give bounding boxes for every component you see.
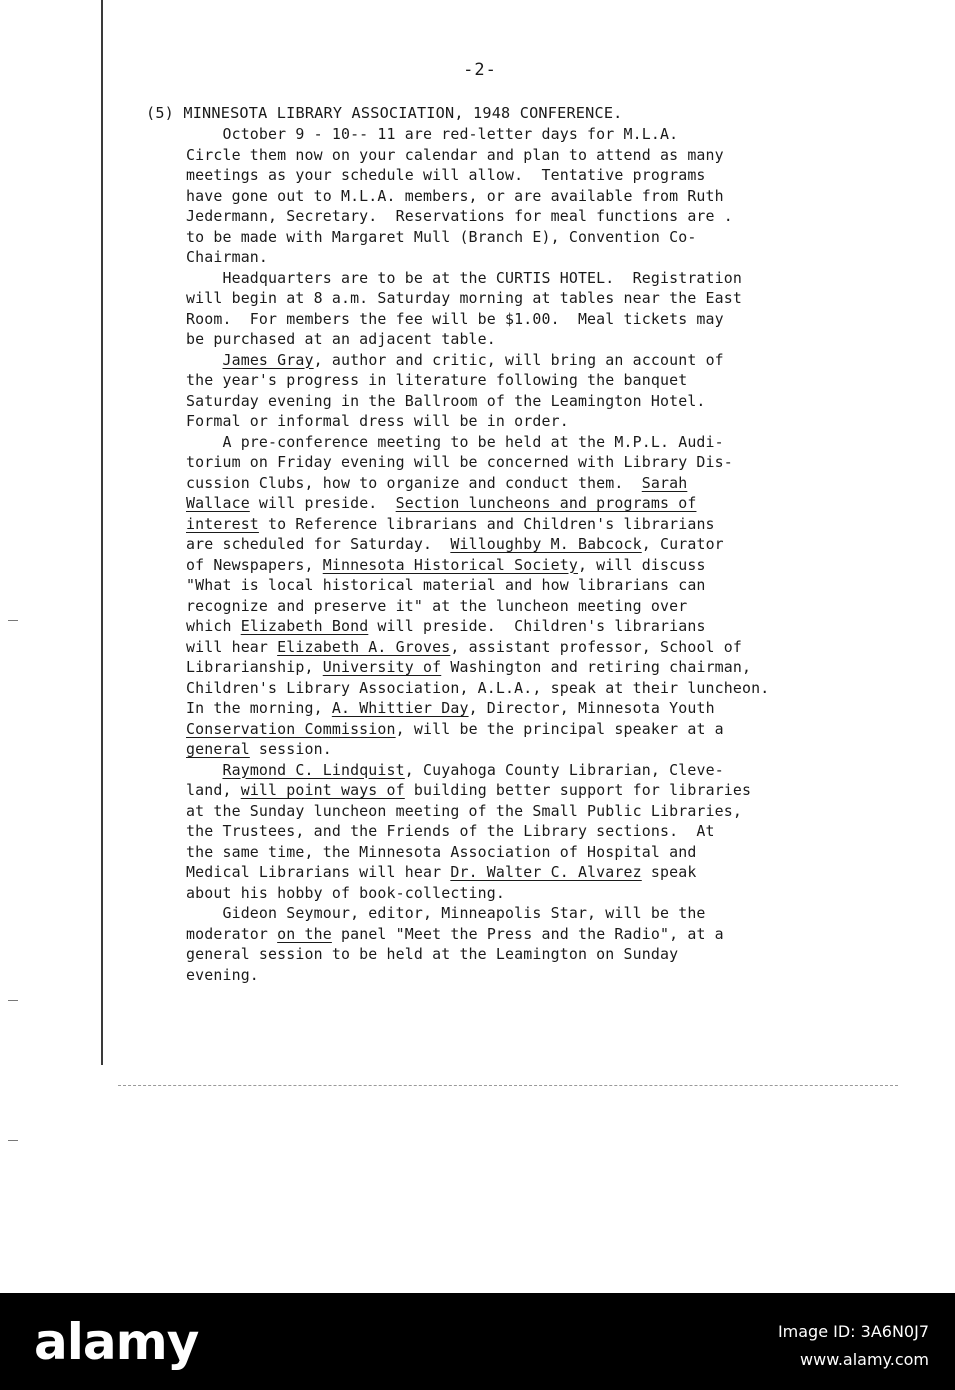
underlined-text: Minnesota Historical Society (322, 555, 578, 574)
text-line (186, 473, 946, 494)
body-text (186, 124, 946, 985)
site-url: www.alamy.com (800, 1350, 929, 1369)
text-line (186, 309, 946, 330)
text-run: Gideon Seymour, editor, Minneapolis Star, will be the (186, 904, 706, 922)
text-run: will hear (186, 637, 278, 656)
text-run (186, 761, 222, 779)
text-line (186, 760, 946, 781)
underlined-text: Elizabeth A. Groves (277, 637, 451, 656)
text-line (186, 657, 946, 678)
text-run: will begin at 8 a.m. Saturday morning at tables near the East (186, 289, 743, 307)
underlined-text: Sarah (641, 473, 688, 492)
text-line (186, 165, 946, 186)
brand-logo: alamy (34, 1313, 199, 1371)
text-run: meetings as your schedule will allow. Tentative programs (186, 166, 706, 184)
section-heading: (5) MINNESOTA LIBRARY ASSOCIATION, 1948 CONFERENCE. (146, 104, 623, 122)
text-line (186, 842, 946, 863)
text-run: torium on Friday evening will be concerned with Library Dis- (186, 453, 733, 471)
text-line (186, 883, 946, 904)
margin-tick (8, 1000, 18, 1001)
text-line (186, 411, 946, 432)
text-line (186, 206, 946, 227)
text-line (186, 391, 946, 412)
text-line (186, 370, 946, 391)
text-line (186, 329, 946, 350)
text-run: general session to be held at the Leamington on Sunday (186, 945, 679, 963)
text-line (186, 145, 946, 166)
text-run: Jedermann, Secretary. Reservations for meal functions are . (186, 207, 733, 225)
text-line (186, 432, 946, 453)
fold-line (118, 1085, 898, 1086)
underlined-text: on the (277, 924, 332, 943)
text-line (186, 780, 946, 801)
text-run: speak (641, 863, 697, 881)
text-run: to Reference librarians and Children's librarians (258, 514, 715, 533)
text-line (186, 493, 946, 514)
underlined-text: Wallace (186, 494, 250, 512)
margin-tick (8, 620, 18, 621)
underlined-text: Conservation Commission (186, 719, 396, 738)
text-line (186, 821, 946, 842)
text-run: , assistant professor, School of (450, 637, 743, 656)
text-run: of Newspapers, (186, 555, 323, 574)
text-run: , Cuyahoga County Librarian, Cleve- (404, 760, 724, 779)
underlined-text: A. Whittier Day (331, 699, 469, 717)
text-line (186, 575, 946, 596)
text-line (186, 739, 946, 760)
page-number: -2- (463, 60, 497, 80)
underlined-text: Section luncheons and programs of (395, 494, 697, 512)
text-line (186, 719, 946, 740)
underlined-text: Elizabeth Bond (240, 617, 369, 635)
text-run: be purchased at an adjacent table. (186, 330, 496, 348)
text-run: A pre-conference meeting to be held at the M.P.L. Audi- (186, 432, 724, 451)
text-line (186, 452, 946, 473)
text-line (186, 596, 946, 617)
text-run: cussion Clubs, how to organize and conduct them. (186, 473, 642, 492)
text-run: will preside. Children's librarians (368, 617, 706, 635)
text-line (186, 616, 946, 637)
text-line (186, 350, 946, 371)
underlined-text: interest (186, 514, 259, 533)
text-run: "What is local historical material and how librarians can (186, 576, 706, 594)
margin-tick (8, 1140, 18, 1141)
text-run: Children's Library Association, A.L.A., speak at their luncheon. (186, 678, 770, 697)
text-line (186, 637, 946, 658)
text-run: Saturday evening in the Ballroom of the Leamington Hotel. (186, 391, 706, 410)
text-run: , will be the principal speaker at a (395, 719, 724, 738)
text-run: , will discuss (577, 555, 706, 574)
text-run: are scheduled for Saturday. (186, 535, 451, 553)
text-line (186, 924, 946, 945)
underlined-text: Raymond C. Lindquist (222, 760, 405, 779)
text-run (186, 351, 222, 369)
text-run: Room. For members the fee will be $1.00. Meal tickets may (186, 309, 724, 328)
text-run: Washington and retiring chairman, (441, 658, 752, 676)
text-run: moderator (186, 924, 278, 943)
text-run: evening. (186, 965, 259, 984)
text-run: land, (186, 781, 241, 799)
text-line (186, 268, 946, 289)
text-line (186, 903, 946, 924)
text-line (186, 555, 946, 576)
text-line (186, 124, 946, 145)
text-run: October 9 - 10-- 11 are red-letter days for M.L.A. (186, 125, 679, 143)
text-run: building better support for libraries (404, 781, 752, 799)
text-run: the year's progress in literature following the banquet (186, 371, 688, 389)
text-run: will preside. (249, 494, 396, 512)
text-run: session. (249, 740, 332, 758)
text-run: which (186, 617, 241, 635)
text-run: Librarianship, (186, 658, 323, 676)
text-line (186, 227, 946, 248)
text-line (186, 698, 946, 719)
underlined-text: Willoughby M. Babcock (450, 535, 642, 553)
text-line (186, 186, 946, 207)
text-line (186, 944, 946, 965)
text-line (186, 534, 946, 555)
text-run: In the morning, (186, 699, 332, 717)
text-run: , author and critic, will bring an account of (313, 350, 724, 369)
image-id-label: Image ID: 3A6N0J7 (777, 1322, 929, 1341)
text-run: recognize and preserve it" at the luncheon meeting over (186, 596, 688, 615)
text-run: , Director, Minnesota Youth (468, 699, 715, 717)
text-line (186, 678, 946, 699)
underlined-text: James Gray (222, 350, 314, 369)
text-line (186, 247, 946, 268)
text-line (186, 965, 946, 986)
text-run: the same time, the Minnesota Association of Hospital and (186, 842, 697, 861)
text-run: Headquarters are to be at the CURTIS HOTEL. Registration (186, 268, 743, 287)
text-run: , Curator (641, 535, 724, 553)
text-line (186, 801, 946, 822)
underlined-text: general (186, 740, 250, 758)
text-run: panel "Meet the Press and the Radio", at a (331, 924, 724, 943)
text-run: Circle them now on your calendar and plan to attend as many (186, 145, 724, 164)
underlined-text: Dr. Walter C. Alvarez (450, 863, 642, 881)
text-run: to be made with Margaret Mull (Branch E), Convention Co- (186, 227, 697, 246)
underlined-text: will point ways of (240, 781, 405, 799)
text-line (186, 862, 946, 883)
text-line (186, 514, 946, 535)
text-run: Formal or informal dress will be in order. (186, 412, 569, 430)
text-run: the Trustees, and the Friends of the Library sections. At (186, 822, 715, 840)
text-run: at the Sunday luncheon meeting of the Small Public Libraries, (186, 801, 743, 820)
underlined-text: University of (322, 658, 442, 676)
text-run: about his hobby of book-collecting. (186, 883, 506, 902)
text-line (186, 288, 946, 309)
text-run: have gone out to M.L.A. members, or are available from Ruth (186, 186, 724, 205)
text-run: Chairman. (186, 248, 269, 266)
text-run: Medical Librarians will hear (186, 863, 451, 881)
left-margin-line (101, 0, 103, 1065)
